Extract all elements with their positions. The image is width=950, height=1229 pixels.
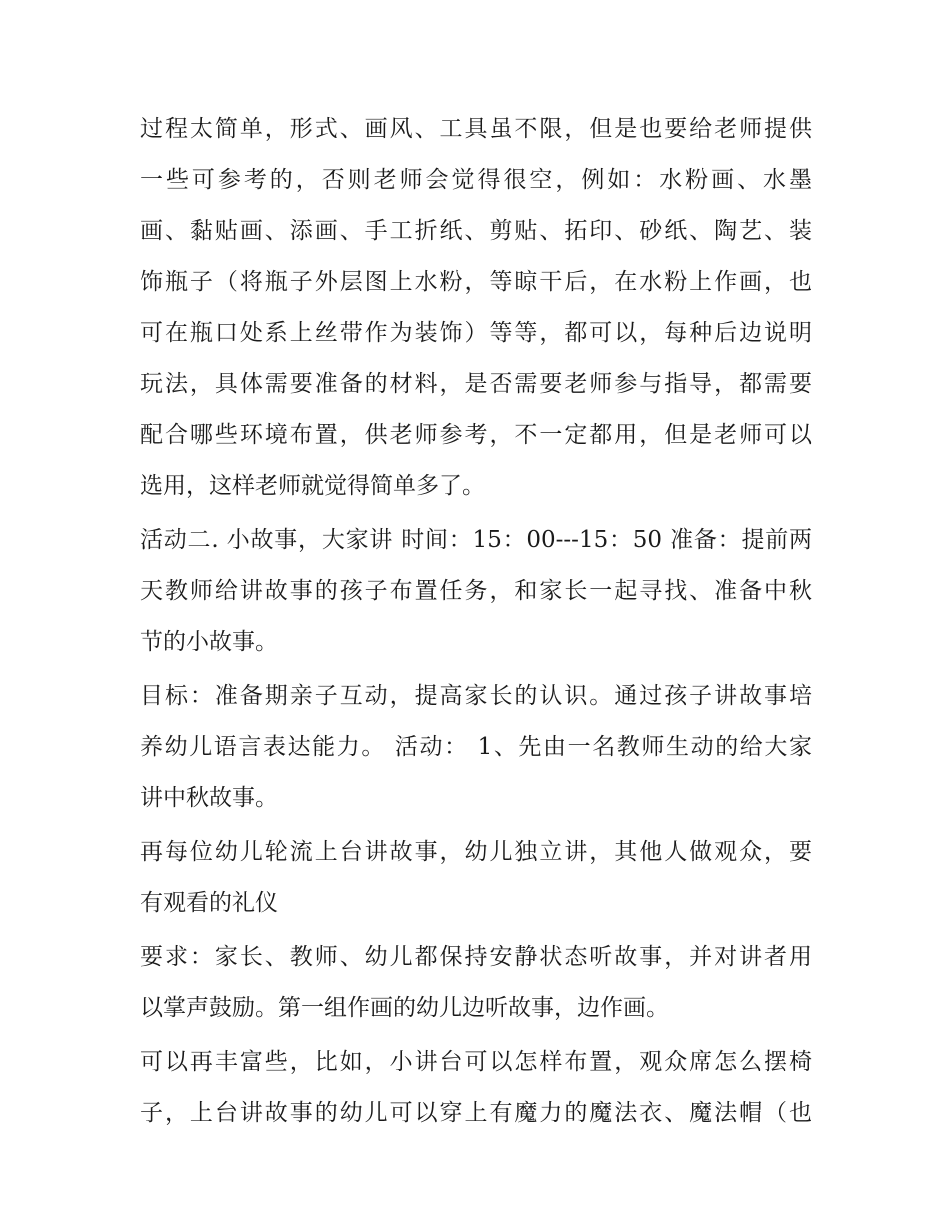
text-line: 选用，这样老师就觉得简单多了。	[140, 473, 485, 499]
paragraph-1	[140, 104, 812, 512]
text-line: 讲中秋故事。	[140, 785, 278, 811]
text-line: 节的小故事。	[140, 629, 278, 655]
text-line: 再每位幼儿轮流上台讲故事，幼儿独立讲，其他人做观众，要	[140, 839, 812, 865]
text-line: 目标：准备期亲子互动，提高家长的认识。通过孩子讲故事培	[140, 683, 812, 709]
paragraph-2	[140, 515, 812, 668]
text-line: 可在瓶口处系上丝带作为装饰）等等，都可以，每种后边说明	[140, 320, 812, 346]
text-line: 养幼儿语言表达能力。 活动： 1、先由一名教师生动的给大家	[140, 734, 812, 760]
text-line: 要求：家长、教师、幼儿都保持安静状态听故事，并对讲者用	[140, 944, 812, 970]
paragraph-5	[140, 932, 812, 1034]
text-line: 有观看的礼仪	[140, 890, 278, 916]
text-line: 配合哪些环境布置，供老师参考，不一定都用，但是老师可以	[140, 422, 812, 448]
text-line: 玩法，具体需要准备的材料，是否需要老师参与指导，都需要	[140, 371, 812, 397]
text-line: 过程太简单，形式、画风、工具虽不限，但是也要给老师提供	[140, 116, 812, 142]
paragraph-4	[140, 827, 812, 929]
document-page	[140, 104, 812, 1139]
text-line: 画、黏贴画、添画、手工折纸、剪贴、拓印、砂纸、陶艺、装	[140, 218, 812, 244]
text-line: 活动二. 小故事，大家讲 时间：15：00---15：50 准备：提前两	[140, 527, 812, 553]
text-line: 饰瓶子（将瓶子外层图上水粉，等晾干后，在水粉上作画，也	[140, 269, 812, 295]
text-line: 以掌声鼓励。第一组作画的幼儿边听故事，边作画。	[140, 995, 669, 1021]
paragraph-6	[140, 1037, 812, 1139]
paragraph-3	[140, 671, 812, 824]
text-line: 子，上台讲故事的幼儿可以穿上有魔力的魔法衣、魔法帽（也	[140, 1100, 812, 1126]
text-line: 一些可参考的，否则老师会觉得很空，例如：水粉画、水墨	[140, 167, 812, 193]
text-line: 可以再丰富些，比如，小讲台可以怎样布置，观众席怎么摆椅	[140, 1049, 812, 1075]
text-line: 天教师给讲故事的孩子布置任务，和家长一起寻找、准备中秋	[140, 578, 812, 604]
